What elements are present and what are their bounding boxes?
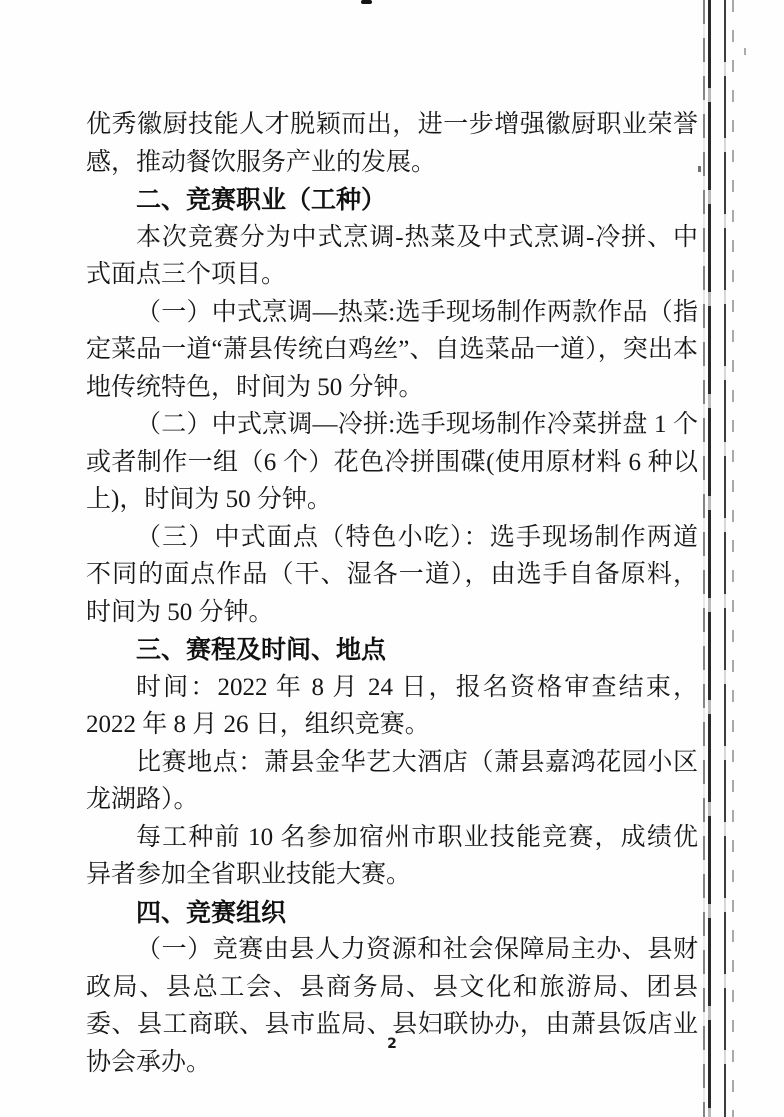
paragraph: （二）中式烹调—冷拼:选手现场制作冷菜拼盘 1 个或者制作一组（6 个）花色冷拼围碟(使用原材料 6 种以上)，时间为 50 分钟。 <box>86 411 698 513</box>
paragraph: 每工种前 10 名参加宿州市职业技能竞赛，成绩优异者参加全省职业技能大赛。 <box>86 823 698 888</box>
paragraph: 时间：2022 年 8 月 24 日，报名资格审查结束，2022 年 8 月 26 日，组织竞赛。 <box>86 673 698 738</box>
paragraph: （三）中式面点（特色小吃）：选手现场制作两道不同的面点作品（干、湿各一道），由选手自备原料，时间为 50 分钟。 <box>86 523 698 626</box>
scan-artifact-line <box>732 0 734 1117</box>
paragraph: （一）中式烹调—热菜:选手现场制作两款作品（指定菜品一道“萧县传统白鸡丝”、自选菜品一道），突出本地传统特色，时间为 50 分钟。 <box>86 298 698 401</box>
scan-artifact-line <box>708 0 711 1117</box>
page-number: 2 <box>387 1036 397 1052</box>
scan-speck <box>744 48 746 55</box>
paragraph: 优秀徽厨技能人才脱颖而出，进一步增强徽厨职业荣誉感，推动餐饮服务产业的发展。 <box>86 111 698 176</box>
paragraph: 比赛地点：萧县金华艺大酒店（萧县嘉鸿花园小区龙湖路）。 <box>86 748 698 813</box>
scan-speck <box>361 0 372 4</box>
document-body <box>86 106 698 1081</box>
paragraph: （一）竞赛由县人力资源和社会保障局主办、县财政局、县总工会、县商务局、县文化和旅游局、团县委、县工商联、县市监局、县妇联协办，由萧县饭店业协会承办。 <box>86 936 698 1076</box>
scan-artifact-line <box>703 0 705 1117</box>
section-heading: 四、竞赛组织 <box>136 897 287 927</box>
scan-speck <box>698 166 701 172</box>
section-heading: 三、赛程及时间、地点 <box>136 635 387 664</box>
section-heading: 二、竞赛职业（工种） <box>136 185 387 214</box>
scan-artifact-line <box>724 0 726 1117</box>
paragraph: 本次竞赛分为中式烹调-热菜及中式烹调-冷拼、中式面点三个项目。 <box>86 223 698 288</box>
